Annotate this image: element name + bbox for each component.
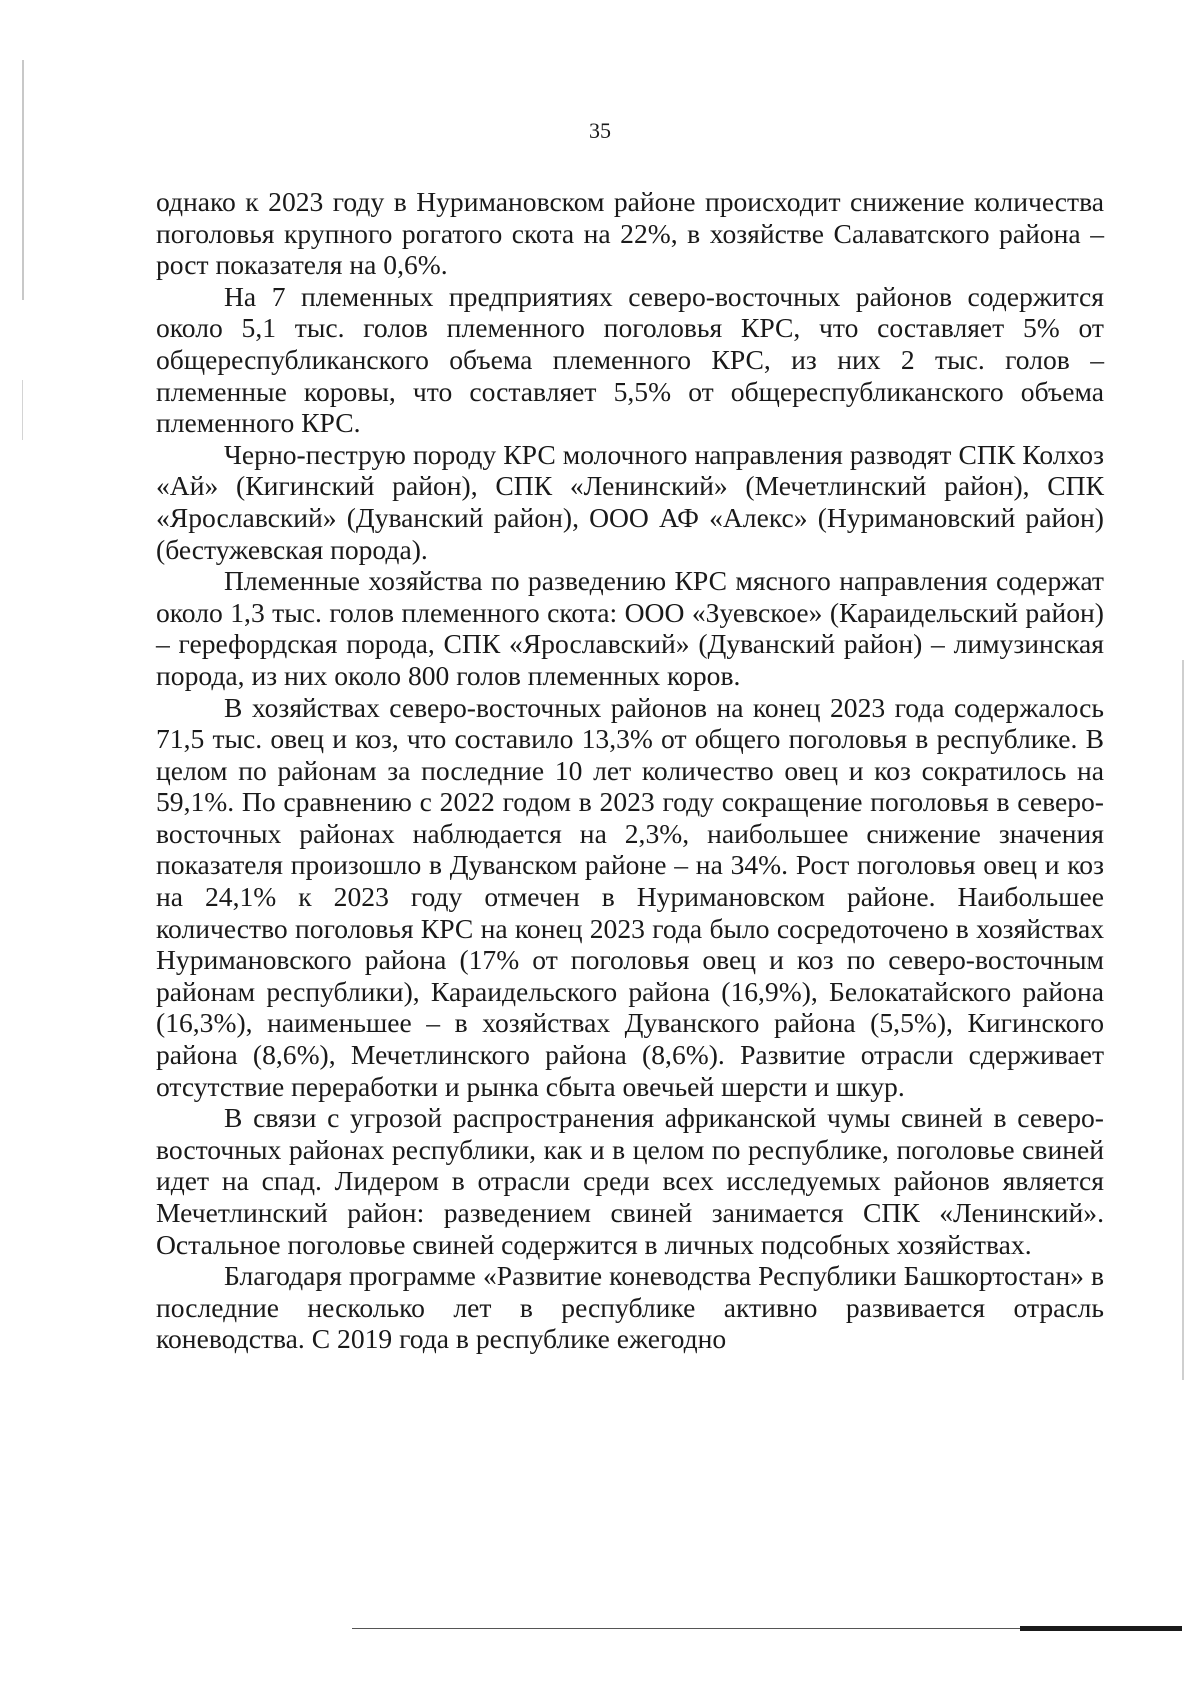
page-number: 35 <box>589 118 611 143</box>
paragraph: Племенные хозяйства по разведению КРС мясного направления содержат около 1,3 тыс. голов племенного скота: ООО «Зуевское» (Караидельский район) – герефордская порода, СПК «Ярославский» (Дуванский район) – лимузинская порода, из них около 800 голов племенных коров. <box>156 565 1104 691</box>
paragraph: В хозяйствах северо-восточных районов на конец 2023 года содержалось 71,5 тыс. овец и коз, что составило 13,3% от общего поголовья в республике. В целом по районам за последние 10 лет количество овец и коз сократилось на 59,1%. По сравнению с 2022 годом в 2023 году сокращение поголовья в северо-восточных районах наблюдается на 2,3%, наибольшее снижение значения показателя произошло в Дуванском районе – на 34%. Рост поголовья овец и коз на 24,1% к 2023 году отмечен в Нуримановском районе. Наибольшее количество поголовья КРС на конец 2023 года было сосредоточено в хозяйствах Нуримановского района (17% от поголовья овец и коз по северо-восточным районам республики), Караидельского района (16,9%), Белокатайского района (16,3%), наименьшее – в хозяйствах Дуванского района (5,5%), Кигинского района (8,6%), Мечетлинского района (8,6%). Развитие отрасли сдерживает отсутствие переработки и рынка сбыта овечьей шерсти и шкур. <box>156 691 1104 1102</box>
scan-edge-mark <box>22 380 23 440</box>
paragraph: Благодаря программе «Развитие коневодства Республики Башкортостан» в последние несколько лет в республике активно развивается отрасль коневодства. С 2019 года в республике ежегодно <box>156 1260 1104 1355</box>
scan-edge-mark <box>22 60 24 300</box>
paragraph: На 7 племенных предприятиях северо-восточных районов содержится около 5,1 тыс. голов племенного поголовья КРС, что составляет 5% от общереспубликанского объема племенного КРС, из них 2 тыс. голов – племенные коровы, что составляет 5,5% от общереспубликанского объема племенного КРС. <box>156 280 1104 439</box>
footer-rule-thick <box>1020 1626 1182 1631</box>
scan-edge-mark <box>1182 660 1184 1380</box>
paragraph: однако к 2023 году в Нуримановском районе происходит снижение количества поголовья крупного рогатого скота на 22%, в хозяйстве Салаватского района – рост показателя на 0,6%. <box>156 186 1104 281</box>
paragraph: В связи с угрозой распространения африканской чумы свиней в северо-восточных районах республики, как и в целом по республике, поголовье свиней идет на спад. Лидером в отрасли среди всех исследуемых районов является Мечетлинский район: разведением свиней занимается СПК «Ленинский». Остальное поголовье свиней содержится в личных подсобных хозяйствах. <box>156 1102 1104 1260</box>
document-body <box>156 186 1104 1355</box>
paragraph: Черно-пеструю породу КРС молочного направления разводят СПК Колхоз «Ай» (Кигинский район), СПК «Ленинский» (Мечетлинский район), СПК «Ярославский» (Дуванский район), ООО АФ «Алекс» (Нуримановский район) (бестужевская порода). <box>156 438 1104 565</box>
